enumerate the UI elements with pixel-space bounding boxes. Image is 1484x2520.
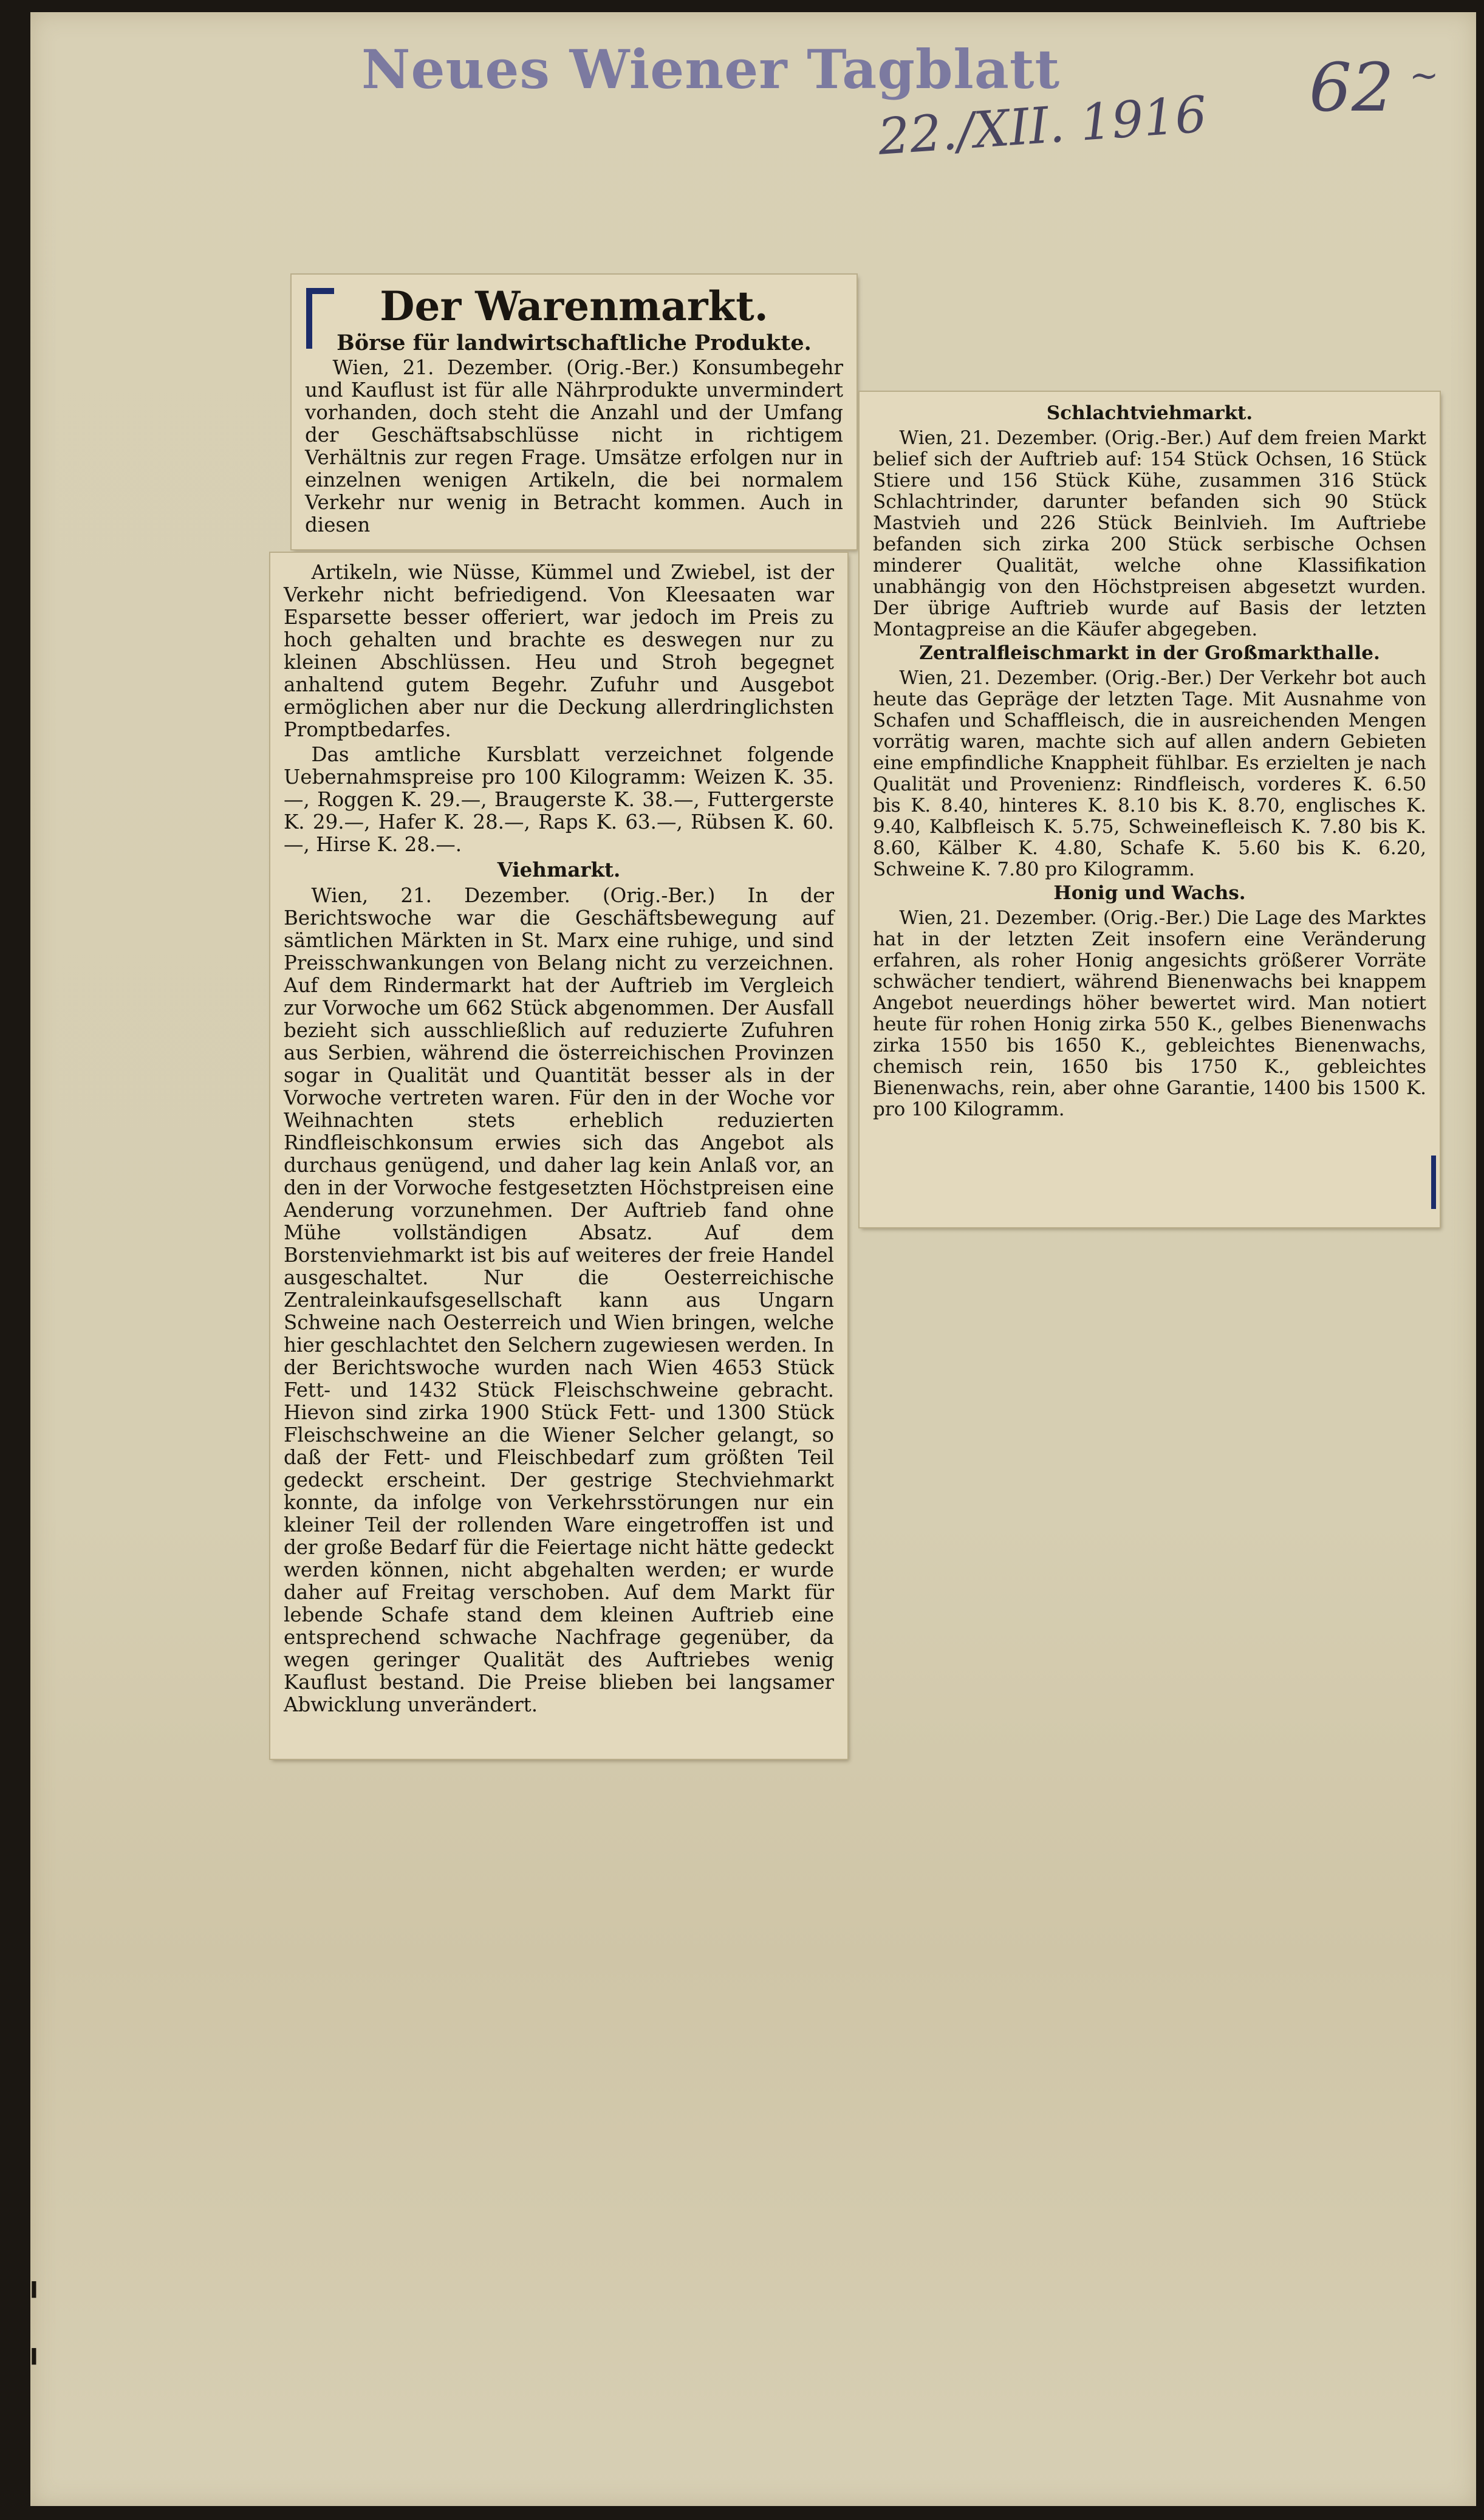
article-paragraph: Wien, 21. Dezember. (Orig.-Ber.) In der Berichtswoche war die Geschäftsbewegung auf sämtlichen Märkten in St. Marx eine ruhige, und sind Preisschwankungen von Belang nicht zu verzeichnen. Auf dem Rindermarkt hat der Auftrieb im Vergleich zur Vorwoche um 662 Stück abgenommen. Der Ausfall bezieht sich ausschließlich auf reduzierte Zufuhren aus Serbien, während die österreichischen Provinzen sogar in Qualität und Quantität besser als in der Vorwoche vertreten waren. Für den in der Woche vor Weihnachten stets erheblich reduzierten Rindfleischkonsum erwies sich das Angebot als durchaus genügend, und daher lag kein Anlaß vor, an den in der Vorwoche festgesetzten Höchstpreisen eine Aenderung vorzunehmen. Der Auftrieb fand ohne Mühe vollständigen Absatz. Auf dem Borstenviehmarkt ist bis auf weiteres der freie Handel ausgeschaltet. Nur die Oesterreichische Zentraleinkaufsgesellschaft kann aus Ungarn Schweine nach Oesterreich und Wien bringen, welche hier geschlachtet den Selchern zugewiesen werden. In der Berichtswoche wurden nach Wien 4653 Stück Fett- und 1432 Stück Fleischschweine gebracht. Hievon sind zirka 1900 Stück Fett- und 1300 Stück Fleischschweine an die Wiener Selcher gelangt, so daß der Fett- und Fleischbedarf zum größten Teil gedeckt erscheint. Der gestrige Stechviehmarkt konnte, da infolge von Verkehrsstörungen nur ein kleiner Teil der rollenden Ware eingetroffen ist und der große Bedarf für die Feiertage nicht hätte gedeckt werden können, nicht abgehalten werden; er wurde daher auf Freitag verschoben. Auf dem Markt für lebende Schafe stand dem kleinen Auftrieb eine entsprechend schwache Nachfrage gegenüber, da wegen geringer Qualität des Auftriebes wenig Kauflust bestand. Die Preise blieben bei langsamer Abwicklung unverändert. bbox=[284, 884, 834, 1716]
article-paragraph: Wien, 21. Dezember. (Orig.-Ber.) Die Lage des Marktes hat in der letzten Zeit insofern eine Veränderung erfahren, als roher Honig angesichts größerer Vorräte schwächer tendiert, während Bienenwachs bei knappem Angebot neuerdings höher bewertet wird. Man notiert heute für rohen Honig zirka 550 K., gelbes Bienenwachs zirka 1550 bis 1650 K., gebleichtes Bienenwachs, chemisch rein, 1650 bis 1750 K., gebleichtes Bienenwachs, rein, aber ohne Garantie, 1400 bis 1500 K. pro 100 Kilogramm. bbox=[873, 907, 1426, 1120]
handwritten-mark: ~ bbox=[1409, 55, 1439, 96]
handwritten-date: 22./XII. 1916 bbox=[876, 86, 1209, 166]
article-paragraph: Wien, 21. Dezember. (Orig.-Ber.) Auf dem freien Markt belief sich der Auftrieb auf: 154 Stück Ochsen, 16 Stück Stiere und 156 Stück Kühe, zusammen 316 Stück Schlachtrinder, darunter befanden sich 90 Stück Mastvieh und 226 Stück Beinlvieh. Im Auftriebe befanden sich zirka 200 Stück serbische Ochsen minderer Qualität, welche ohne Klassifikation unabhängig von den Höchstpreisen abgesetzt wurden. Der übrige Auftrieb wurde auf Basis der letzten Montagpreise an die Käufer abgegeben. bbox=[873, 427, 1426, 640]
margin-tick-mark: ╹ bbox=[26, 2281, 43, 2314]
section-heading-zentralfleischmarkt: Zentralfleischmarkt in der Großmarkthalle. bbox=[919, 642, 1380, 664]
section-heading-viehmarkt: Viehmarkt. bbox=[497, 858, 621, 882]
newspaper-stamp: Neues Wiener Tagblatt bbox=[361, 38, 1061, 101]
section-heading-schlachtviehmarkt: Schlachtviehmarkt. bbox=[1046, 402, 1253, 424]
margin-tick-mark: ╹ bbox=[26, 2348, 43, 2381]
blue-margin-mark bbox=[1431, 1156, 1436, 1209]
article-title: Der Warenmarkt. bbox=[380, 282, 768, 330]
article-paragraph: Wien, 21. Dezember. (Orig.-Ber.) Der Verkehr bot auch heute das Gepräge der letzten Tage. Mit Ausnahme von Schafen und Schaffleisch, die in ausreichenden Mengen vorrätig waren, machte sich auf allen andern Gebieten eine empfindliche Knappheit fühlbar. Es erzielten je nach Qualität und Provenienz: Rindfleisch, vorderes K. 6.50 bis K. 8.40, hinteres K. 8.10 bis K. 8.70, englisches K. 9.40, Kalbfleisch K. 5.75, Schweinefleisch K. 7.80 bis K. 8.60, Kälber K. 4.80, Schafe K. 5.60 bis K. 6.20, Schweine K. 7.80 pro Kilogramm. bbox=[873, 667, 1426, 880]
section-heading-honig-wachs: Honig und Wachs. bbox=[1053, 882, 1246, 904]
archive-sheet bbox=[26, 12, 1476, 2506]
article-paragraph: Wien, 21. Dezember. (Orig.-Ber.) Konsumbegehr und Kauflust ist für alle Nährprodukte unvermindert vorhanden, doch steht die Anzahl und der Umfang der Geschäftsabschlüsse nicht in richtigem Verhältnis zur regen Frage. Umsätze erfolgen nur in einzelnen wenigen Artikeln, die bei normalem Verkehr nur wenig in Betracht kommen. Auch in diesen bbox=[305, 356, 843, 536]
clipping-schlachtviehmarkt bbox=[860, 392, 1440, 1227]
clipping-warenmarkt-top bbox=[292, 275, 857, 549]
price-paragraph: Das amtliche Kursblatt verzeichnet folgende Uebernahmspreise pro 100 Kilogramm: Weizen K. 35.—, Roggen K. 29.—, Braugerste K. 38.—, Futtergerste K. 29.—, Hafer K. 28.—, Raps K. 63.—, Rübsen K. 60.—, Hirse K. 28.—. bbox=[284, 743, 834, 856]
blue-corner-mark bbox=[306, 288, 334, 349]
clipping-warenmarkt-continued bbox=[270, 553, 847, 1759]
section-heading-boerse: Börse für landwirtschaftliche Produkte. bbox=[337, 330, 812, 355]
article-paragraph: Artikeln, wie Nüsse, Kümmel und Zwiebel, ist der Verkehr nicht befriedigend. Von Kleesaaten war Esparsette besser offeriert, war jedoch im Preis zu hoch gehalten und brachte es deswegen nur zu kleinen Abschlüssen. Heu und Stroh begegnet anhaltend gutem Begehr. Zufuhr und Ausgebot ermöglichen aber nur die Deckung allerdringlichsten Promptbedarfes. bbox=[284, 561, 834, 741]
handwritten-folio-number: 62 bbox=[1309, 49, 1394, 126]
